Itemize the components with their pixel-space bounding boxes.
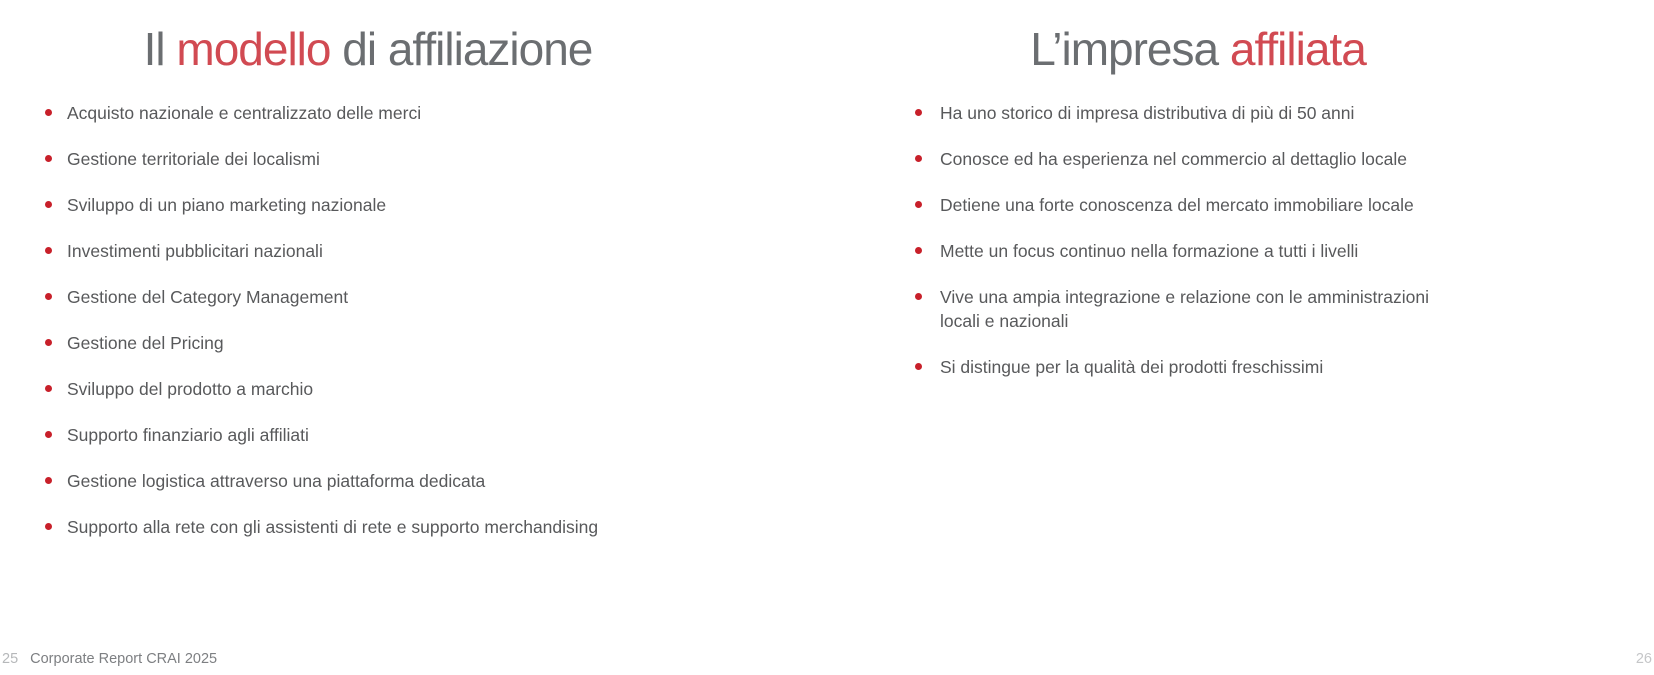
bullet-dot <box>45 201 52 208</box>
left-page-number: 25 <box>2 651 19 667</box>
list-item <box>915 147 1473 171</box>
right-slide-title <box>830 24 1566 74</box>
right-bullet-list <box>915 101 1473 379</box>
footer-left <box>2 650 217 668</box>
list-item-text: Gestione territoriale dei localismi <box>67 149 320 169</box>
left-title-accent: modello <box>176 22 331 75</box>
bullet-dot <box>915 201 922 208</box>
footer <box>0 650 1654 670</box>
bullet-dot <box>45 339 52 346</box>
list-item <box>45 377 725 401</box>
left-title-part2: di affiliazione <box>330 22 593 75</box>
list-item <box>915 285 1473 333</box>
list-item-text: Gestione del Category Management <box>67 287 349 307</box>
list-item <box>45 193 725 217</box>
list-item <box>45 101 725 125</box>
list-item-text: Ha uno storico di impresa distributiva di più di 50 anni <box>940 103 1355 123</box>
right-page-number: 26 <box>1635 651 1652 667</box>
left-bullet-list <box>45 101 725 539</box>
list-item <box>45 515 725 539</box>
list-item-text: Investimenti pubblicitari nazionali <box>67 241 323 261</box>
list-item-text: Vive una ampia integrazione e relazione con le amministrazioni locali e nazionali <box>940 287 1429 331</box>
list-item <box>45 147 725 171</box>
list-item-text: Si distingue per la qualità dei prodotti freschissimi <box>940 357 1324 377</box>
bullet-dot <box>915 293 922 300</box>
bullet-dot <box>45 477 52 484</box>
right-title-part1: L’impresa <box>1030 22 1230 75</box>
left-title-part1: Il <box>143 22 177 75</box>
right-title-accent: affiliata <box>1229 22 1366 75</box>
list-item-text: Conosce ed ha esperienza nel commercio al dettaglio locale <box>940 149 1407 169</box>
bullet-dot <box>915 155 922 162</box>
list-item-text: Acquisto nazionale e centralizzato delle merci <box>67 103 422 123</box>
list-item <box>45 331 725 355</box>
list-item-text: Gestione logistica attraverso una piattaforma dedicata <box>67 471 486 491</box>
list-item <box>915 101 1473 125</box>
list-item <box>45 423 725 447</box>
list-item <box>915 239 1473 263</box>
list-item <box>45 239 725 263</box>
bullet-dot <box>915 247 922 254</box>
bullet-dot <box>45 523 52 530</box>
left-slide-title <box>0 24 736 74</box>
bullet-dot <box>45 385 52 392</box>
bullet-dot <box>45 155 52 162</box>
report-title-label: Corporate Report CRAI 2025 <box>30 651 218 667</box>
bullet-dot <box>45 431 52 438</box>
list-item-text: Supporto finanziario agli affiliati <box>67 425 309 445</box>
bullet-dot <box>915 363 922 370</box>
bullet-dot <box>45 247 52 254</box>
list-item-text: Supporto alla rete con gli assistenti di rete e supporto merchandising <box>67 517 599 537</box>
list-item <box>915 193 1473 217</box>
list-item-text: Gestione del Pricing <box>67 333 224 353</box>
list-item-text: Sviluppo del prodotto a marchio <box>67 379 314 399</box>
list-item-text: Sviluppo di un piano marketing nazionale <box>67 195 387 215</box>
bullet-dot <box>45 293 52 300</box>
list-item-text: Detiene una forte conoscenza del mercato immobiliare locale <box>940 195 1414 215</box>
bullet-dot <box>45 109 52 116</box>
bullet-dot <box>915 109 922 116</box>
list-item-text: Mette un focus continuo nella formazione a tutti i livelli <box>940 241 1359 261</box>
list-item <box>45 285 725 309</box>
list-item <box>915 355 1473 379</box>
list-item <box>45 469 725 493</box>
